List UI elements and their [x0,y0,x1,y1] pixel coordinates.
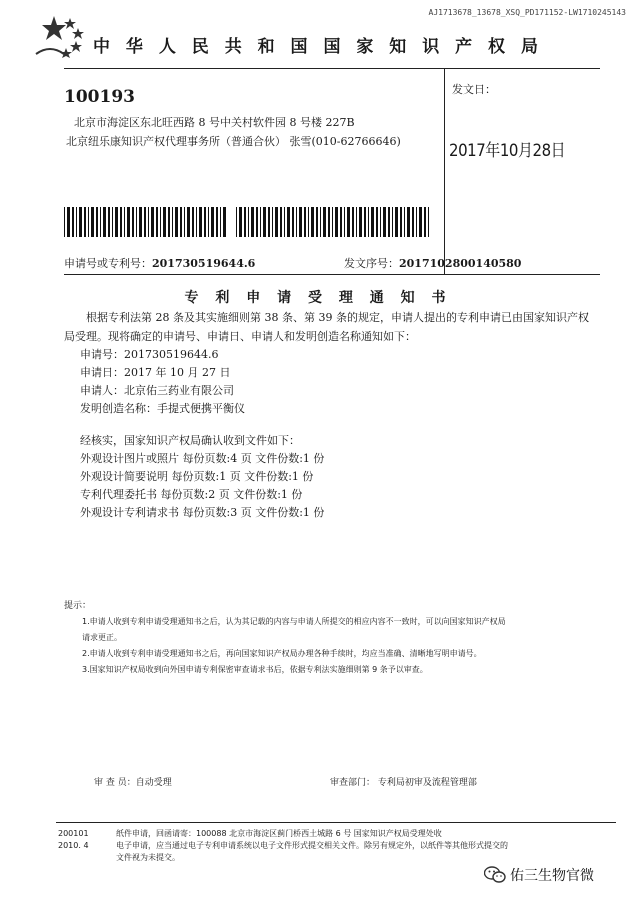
application-number-label: 申请号或专利号： [64,257,152,270]
barcode-right [236,207,432,237]
watermark-text: 佑三生物官微 [510,868,594,884]
header-top-rule [64,68,600,69]
tips-heading: 提示： [64,601,92,611]
serial-number-label: 发文序号： [344,257,399,270]
form-version: 2010. 4 [58,841,89,850]
tip-item: 1.申请人收到专利申请受理通知书之后，认为其记载的内容与申请人所提交的相应内容不一致时，可以向国家知识产权局 [82,617,506,626]
serial-number: 2017102800140580 [399,257,522,270]
files-intro: 经核实，国家知识产权局确认收到文件如下： [80,434,300,447]
application-number: 201730519644.6 [152,257,256,270]
field-application-date: 申请日：2017 年 10 月 27 日 [80,366,231,379]
footer-rule [56,822,616,823]
file-item: 专利代理委托书 每份页数:2 页 文件份数:1 份 [80,488,303,501]
recipient-address: 北京市海淀区东北旺西路 8 号中关村软件园 8 号楼 227B [74,116,355,129]
application-number-row [64,255,255,271]
barcode-left [64,207,226,237]
header-divider [444,68,445,274]
form-code: 200101 [58,829,89,838]
examining-department: 审查部门： 专利局初审及流程管理部 [330,778,477,788]
recipient-agency: 北京纽乐康知识产权代理事务所（普通合伙） 张雪(010-62766646) [66,135,401,148]
file-item: 外观设计专利请求书 每份页数:3 页 文件份数:1 份 [80,506,325,519]
document-code: AJ1713678_13678_XSQ_PD171152-LW1710245143 [428,8,626,17]
field-invention-name: 发明创造名称：手提式便携平衡仪 [80,402,245,415]
wechat-icon [484,866,506,884]
file-item: 外观设计简要说明 每份页数:1 页 文件份数:1 份 [80,470,314,483]
serial-number-row [344,255,521,271]
footer-electronic-note: 电子申请，应当通过电子专利申请系统以电子文件形式提交相关文件。除另有规定外，以纸件等其他形式提交的 [116,841,508,850]
issue-date-label: 发文日： [452,83,496,96]
notice-paragraph: 根据专利法第 28 条及其实施细则第 38 条、第 39 条的规定，申请人提出的专利申请已由国家知识产权局受理。现将确定的申请号、申请日、申请人和发明创造名称通知如下： [64,311,589,343]
footer-electronic-note-continued: 文件视为未提交。 [116,853,180,862]
file-item: 外观设计图片或照片 每份页数:4 页 文件份数:1 份 [80,452,325,465]
footer-paper-address: 纸件申请，回函请寄：100088 北京市海淀区蓟门桥西土城路 6 号 国家知识产权局受理处收 [116,829,442,838]
postcode: 100193 [64,87,135,107]
examiner: 审 查 员：自动受理 [94,778,172,788]
notice-title: 专 利 申 请 受 理 通 知 书 [184,290,452,306]
tip-item-continued: 请求更正。 [82,633,122,642]
watermark [484,865,594,885]
office-name: 中 华 人 民 共 和 国 国 家 知 识 产 权 局 [93,37,543,57]
tip-item: 3.国家知识产权局收到向外国申请专利保密审查请求书后，依据专利法实施细则第 9 条予以审查。 [82,665,428,674]
field-application-no: 申请号：201730519644.6 [80,348,219,361]
tip-item: 2.申请人收到专利申请受理通知书之后，再向国家知识产权局办理各种手续时，均应当准确、清晰地写明申请号。 [82,649,482,658]
field-applicant: 申请人：北京佑三药业有限公司 [80,384,234,397]
header-bottom-rule [64,274,600,275]
issue-date-stamp: 2017年10月28日 [449,141,566,161]
